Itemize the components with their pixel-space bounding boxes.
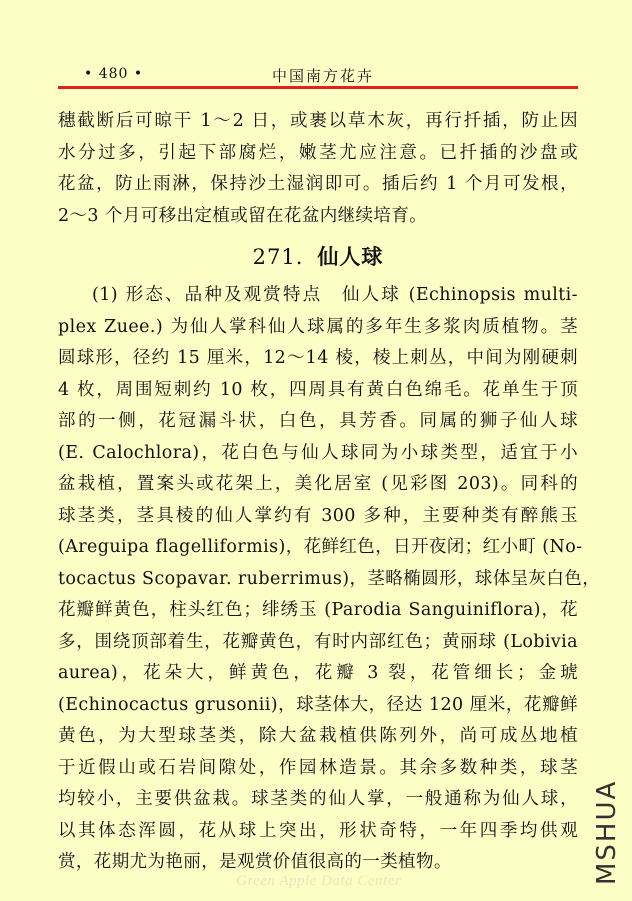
watermark: Green Apple Data Center — [236, 873, 402, 889]
text-line: tocactus Scopavar. ruberrimus)，茎略椭圆形，球体呈灰白色， — [58, 568, 601, 589]
text-line: 2～3 个月可移出定植或留在花盆内继续培育。 — [58, 205, 428, 226]
text-line: 于近假山或石岩间隙处，作园林造景。其余多数种类，球茎 — [58, 757, 578, 778]
text-line: 多，围绕顶部着生，花瓣黄色，有时内部红色；黄丽球 (Lobivia — [58, 631, 578, 652]
text-line: (Areguipa flagelliformis)，花鲜红色，日开夜闭；红小町 (No- — [58, 537, 583, 557]
text-line: aurea)，花朵大，鲜黄色，花瓣 3 裂，花管细长；金琥 — [58, 663, 578, 683]
text-line: 盆栽植，置案头或花架上，美化居室 (见彩图 203)。同科的 — [58, 474, 578, 494]
running-title: 中国南方花卉 — [272, 67, 375, 85]
page-header — [58, 62, 578, 86]
text-line: (E. Calochlora)，花白色与仙人球同为小球类型，适宜于小 — [58, 442, 578, 463]
text-line: 均较小，主要供盆栽。球茎类的仙人掌，一般通称为仙人球， — [58, 789, 578, 809]
text-line: 穗截断后可晾干 1～2 日，或裹以草木灰，再行扦插，防止因 — [58, 111, 578, 131]
text-line: 黄色，为大型球茎类，除大盆栽植供陈列外，尚可成丛地植 — [58, 726, 578, 746]
text-line: 以其体态浑圆，花从球上突出，形状奇特，一年四季均供观 — [58, 820, 578, 841]
text-line: 花盆，防止雨淋，保持沙土湿润即可。插后约 1 个月可发根， — [58, 174, 578, 194]
text-line: 球茎类，茎具棱的仙人掌约有 300 多种，主要种类有醉熊玉 — [58, 505, 578, 526]
text-line: 4 枚，周围短刺约 10 枚，四周具有黄白色绵毛。花单生于顶 — [58, 379, 578, 400]
text-line: 花瓣鲜黄色，柱头红色；绯绣玉 (Parodia Sanguiniflora)，花 — [58, 600, 578, 620]
text-line: plex Zuee.) 为仙人掌科仙人球属的多年生多浆肉质植物。茎 — [58, 316, 578, 337]
text-line: 圆球形，径约 15 厘米，12～14 棱，棱上刺丛，中间为刚硬刺 — [58, 348, 578, 368]
body-paragraph — [58, 280, 601, 879]
text-line: (Echinocactus grusonii)，球茎体大，径达 120 厘米，花瓣鲜 — [58, 694, 578, 715]
text-line: (1) 形态、品种及观赏特点 仙人球 (Echinopsis multi- — [92, 285, 578, 305]
text-line: 部的一侧，花冠漏斗状，白色，具芳香。同属的狮子仙人球 — [58, 411, 578, 431]
page-body — [58, 106, 601, 879]
section-title: 仙人球 — [317, 245, 384, 269]
header-rule — [58, 86, 578, 89]
text-line: 赏，花期尤为艳丽，是观赏价值很高的一类植物。 — [58, 852, 452, 872]
section-heading — [58, 242, 578, 272]
page-number: • 480 • — [84, 66, 144, 82]
text-line: 水分过多，引起下部腐烂，嫩茎尤应注意。已扦插的沙盘或 — [58, 142, 578, 163]
side-mark: MSHUA — [592, 779, 622, 885]
intro-paragraph — [58, 106, 578, 232]
section-number: 271. — [252, 245, 304, 269]
